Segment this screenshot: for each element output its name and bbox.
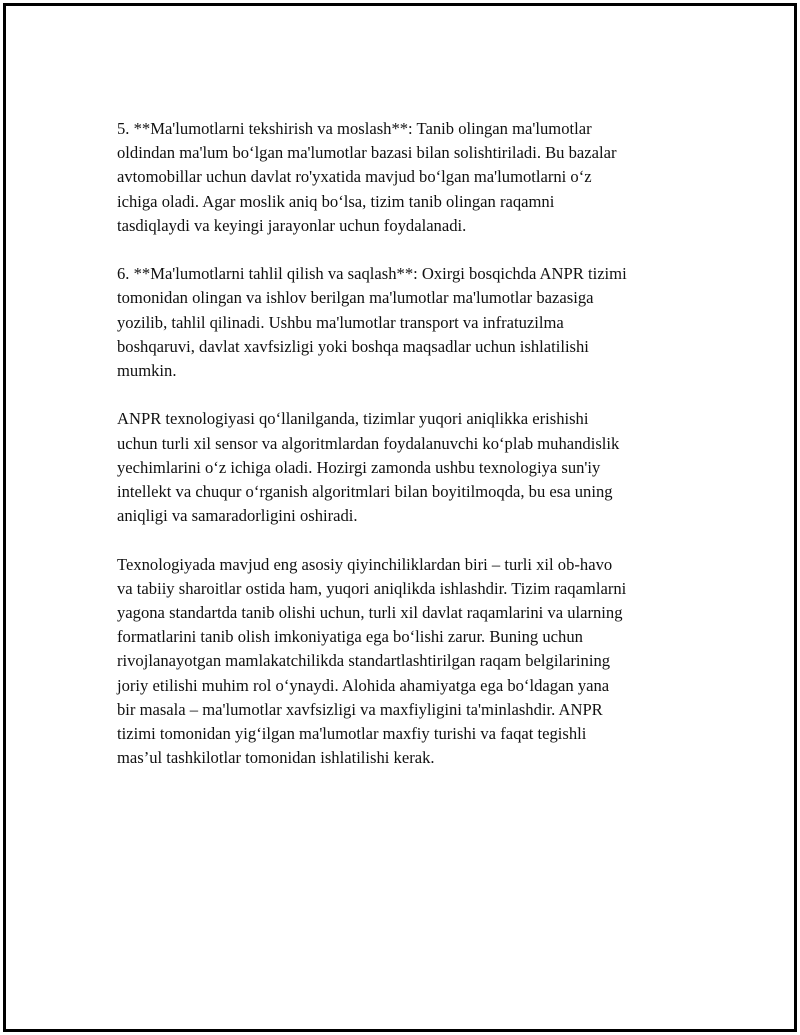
paragraph-anpr-technology bbox=[117, 407, 697, 528]
text-line: formatlarini tanib olish imkoniyatiga ega bo‘lishi zarur. Buning uchun bbox=[117, 627, 583, 647]
text-line: uchun turli xil sensor va algoritmlardan foydalanuvchi ko‘plab muhandislik bbox=[117, 433, 620, 453]
text-line: tizimi tomonidan yig‘ilgan ma'lumotlar maxfiy turishi va faqat tegishli bbox=[117, 724, 587, 744]
text-line: boshqaruvi, davlat xavfsizligi yoki boshqa maqsadlar uchun ishlatilishi bbox=[117, 336, 589, 356]
text-line: va tabiiy sharoitlar ostida ham, yuqori aniqlikda ishlashdir. Tizim raqamlarni bbox=[117, 578, 627, 598]
text-line: mumkin. bbox=[117, 361, 177, 381]
text-line: yozilib, tahlil qilinadi. Ushbu ma'lumotlar transport va infratuzilma bbox=[117, 312, 564, 332]
text-line: 5. **Ma'lumotlarni tekshirish va moslash**: Tanib olingan ma'lumotlar bbox=[117, 119, 592, 138]
text-line: intellekt va chuqur o‘rganish algoritmlari bilan boyitilmoqda, bu esa uning bbox=[117, 482, 613, 502]
text-line: joriy etilishi muhim rol o‘ynaydi. Alohida ahamiyatga ega bo‘ldagan yana bbox=[117, 675, 610, 695]
text-line: ichiga oladi. Agar moslik aniq bo‘lsa, tizim tanib olingan raqamni bbox=[117, 191, 555, 211]
text-line: bir masala – ma'lumotlar xavfsizligi va maxfiyligini ta'minlashdir. ANPR bbox=[117, 699, 603, 719]
text-line: yagona standartda tanib olishi uchun, turli xil davlat raqamlarini va ularning bbox=[117, 603, 623, 623]
text-line: tomonidan olingan va ishlov berilgan ma'lumotlar ma'lumotlar bazasiga bbox=[117, 288, 594, 308]
document-body bbox=[117, 117, 697, 795]
text-line: rivojlanayotgan mamlakatchilikda standartlashtirilgan raqam belgilarining bbox=[117, 651, 611, 671]
text-line: mas’ul tashkilotlar tomonidan ishlatilishi kerak. bbox=[117, 748, 435, 768]
text-line: yechimlarini o‘z ichiga oladi. Hozirgi zamonda ushbu texnologiya sun'iy bbox=[117, 457, 601, 477]
text-line: Texnologiyada mavjud eng asosiy qiyinchiliklardan biri – turli xil ob-havo bbox=[117, 554, 613, 574]
text-line: aniqligi va samaradorligini oshiradi. bbox=[117, 506, 358, 526]
text-line: avtomobillar uchun davlat ro'yxatida mavjud bo‘lgan ma'lumotlarni o‘z bbox=[117, 167, 592, 187]
text-line: ANPR texnologiyasi qo‘llanilganda, tizimlar yuqori aniqlikka erishishi bbox=[117, 409, 589, 429]
paragraph-challenges bbox=[117, 553, 697, 771]
paragraph-step-5 bbox=[117, 117, 697, 238]
text-line: tasdiqlaydi va keyingi jarayonlar uchun foydalanadi. bbox=[117, 215, 467, 235]
paragraph-step-6 bbox=[117, 262, 697, 383]
text-line: oldindan ma'lum bo‘lgan ma'lumotlar bazasi bilan solishtiriladi. Bu bazalar bbox=[117, 143, 617, 163]
text-line: 6. **Ma'lumotlarni tahlil qilish va saqlash**: Oxirgi bosqichda ANPR tizimi bbox=[117, 264, 627, 284]
